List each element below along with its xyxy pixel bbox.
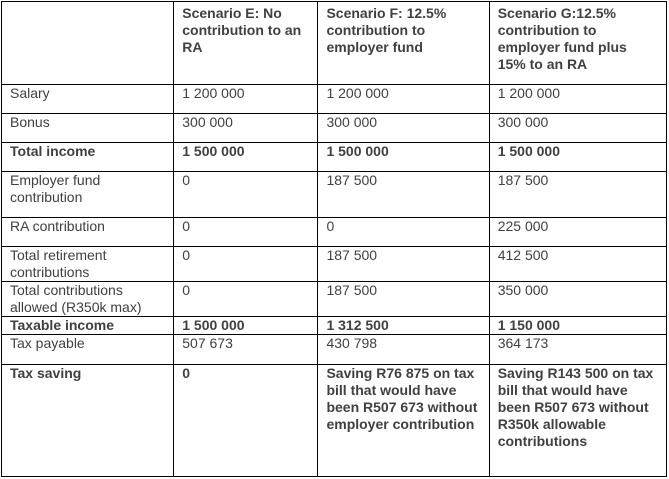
row-label: Taxable income — [2, 317, 174, 335]
cell-scenario-g: 1 150 000 — [489, 317, 666, 335]
row-label: Tax payable — [2, 335, 174, 365]
cell-scenario-e: 0 — [174, 172, 318, 218]
row-label: Tax saving — [2, 365, 174, 477]
table-row-employer-fund — [2, 172, 667, 218]
table-row-taxable-income — [2, 317, 667, 335]
table-row-total-retirement — [2, 247, 667, 282]
cell-scenario-g: 300 000 — [489, 114, 666, 143]
row-label: Total contributions allowed (R350k max) — [2, 282, 174, 317]
header-empty-cell — [2, 2, 174, 85]
cell-scenario-f: 0 — [318, 218, 489, 247]
table-row-tax-payable — [2, 335, 667, 365]
cell-scenario-e: 1 500 000 — [174, 317, 318, 335]
cell-scenario-f: 187 500 — [318, 282, 489, 317]
cell-scenario-f: 1 312 500 — [318, 317, 489, 335]
cell-scenario-e: 1 200 000 — [174, 85, 318, 114]
row-label: Employer fund contribution — [2, 172, 174, 218]
cell-scenario-f: 1 200 000 — [318, 85, 489, 114]
cell-scenario-f: 1 500 000 — [318, 143, 489, 172]
row-label: RA contribution — [2, 218, 174, 247]
header-scenario-f: Scenario F: 12.5% contribution to employer fund — [318, 2, 489, 85]
cell-scenario-f: 187 500 — [318, 172, 489, 218]
cell-scenario-g: 350 000 — [489, 282, 666, 317]
cell-scenario-g: 364 173 — [489, 335, 666, 365]
table-row-ra-contribution — [2, 218, 667, 247]
table-row-total-income — [2, 143, 667, 172]
cell-scenario-g: 225 000 — [489, 218, 666, 247]
cell-scenario-e: 507 673 — [174, 335, 318, 365]
cell-scenario-e: 0 — [174, 247, 318, 282]
table-row-tax-saving — [2, 365, 667, 477]
table-row-bonus — [2, 114, 667, 143]
cell-scenario-e: 1 500 000 — [174, 143, 318, 172]
cell-scenario-g: 1 500 000 — [489, 143, 666, 172]
tax-scenarios-table — [1, 1, 667, 477]
cell-scenario-e: 300 000 — [174, 114, 318, 143]
cell-scenario-f: 187 500 — [318, 247, 489, 282]
cell-scenario-e: 0 — [174, 365, 318, 477]
header-row — [2, 2, 667, 85]
cell-scenario-g: 412 500 — [489, 247, 666, 282]
cell-scenario-g: Saving R143 500 on tax bill that would have been R507 673 without R350k allowable contributions — [489, 365, 666, 477]
cell-scenario-f: 430 798 — [318, 335, 489, 365]
cell-scenario-g: 1 200 000 — [489, 85, 666, 114]
header-scenario-g: Scenario G:12.5% contribution to employer fund plus 15% to an RA — [489, 2, 666, 85]
row-label: Bonus — [2, 114, 174, 143]
cell-scenario-f: Saving R76 875 on tax bill that would have been R507 673 without employer contribution — [318, 365, 489, 477]
table-row-salary — [2, 85, 667, 114]
cell-scenario-g: 187 500 — [489, 172, 666, 218]
row-label: Total income — [2, 143, 174, 172]
row-label: Total retirement contributions — [2, 247, 174, 282]
cell-scenario-e: 0 — [174, 218, 318, 247]
header-scenario-e: Scenario E: No contribution to an RA — [174, 2, 318, 85]
row-label: Salary — [2, 85, 174, 114]
cell-scenario-f: 300 000 — [318, 114, 489, 143]
table-row-total-allowed — [2, 282, 667, 317]
cell-scenario-e: 0 — [174, 282, 318, 317]
